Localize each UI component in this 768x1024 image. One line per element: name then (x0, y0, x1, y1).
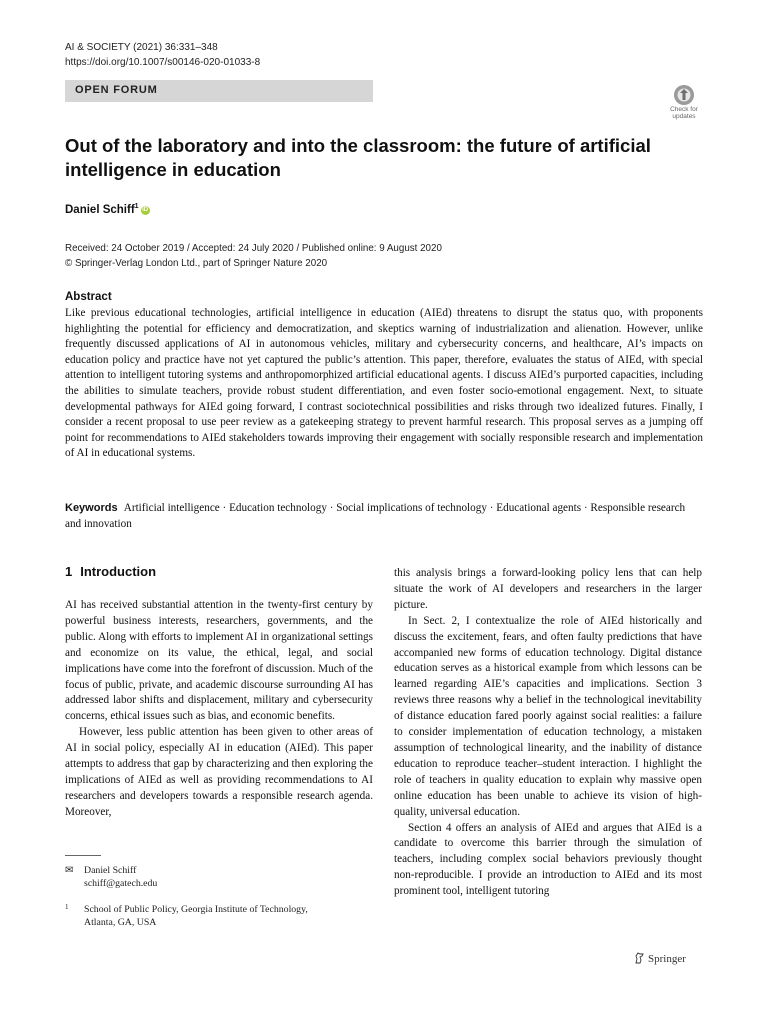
paragraph: AI has received substantial attention in the twenty-first century by powerful business interests, researchers, governments, and the public. Along with efforts to implement AI in organizational settings and economize on its value, the ethical, legal, and social implications have come into the forefront of discussion. Much of the focus of public, private, and academic discourse surrounding AI has addressed labor shifts and displacement, military and cybersecurity concerns, ethical issues such as bias, and economic benefits. (65, 599, 373, 723)
check-for-updates-icon (673, 84, 695, 106)
journal-citation: AI & SOCIETY (2021) 36:331–348 (65, 42, 218, 53)
envelope-icon: ✉ (65, 865, 74, 876)
left-column (65, 598, 373, 821)
paragraph: However, less public attention has been given to other areas of AI in social policy, especially AI in education (AIEd). This paper attempts to address that gap by characterizing and then exploring the implications of AIEd as well as providing recommendations to AI researchers and developers towards a responsible research agenda. Moreover, (65, 726, 373, 818)
publication-dates (65, 241, 442, 271)
doi-link[interactable]: https://doi.org/10.1007/s00146-020-01033-8 (65, 57, 261, 68)
section-label: OPEN FORUM (75, 84, 158, 96)
paragraph: In Sect. 2, I contextualize the role of AIEd historically and discuss the excitement, fears, and often faulty predictions that have accompanied new forms of education technology. Digital distance education serves as a historical example from which lessons can be learned regarding AIE’s capacities and implications. Section 3 reviews three reasons why a belief in the technological inevitability of distance education fared poorly against social realities: a failure to consider implementation of education technology, a mistaken assumption of technological linearity, and the inability of distance education to reproduce teacher–student interaction. I highlight the role of teachers in quality education to explain why massive open online education has been unable to achieve its vision of high-quality, universal education. (394, 614, 702, 818)
footnote-divider (65, 855, 101, 856)
author-name[interactable]: Daniel Schiff (65, 203, 135, 216)
affiliation-number: 1 (65, 903, 69, 911)
correspondence-name: Daniel Schiff (84, 865, 137, 876)
section-title: Introduction (80, 564, 157, 579)
section-number: 1 (65, 564, 73, 579)
affiliation-marker: 1 (134, 203, 139, 210)
paragraph: this analysis brings a forward-looking policy lens that can help situate the work of AI developers and researchers in the larger picture. (394, 567, 702, 611)
correspondence-email[interactable]: schiff@gatech.edu (84, 878, 158, 889)
affiliation-line: School of Public Policy, Georgia Institute of Technology, (84, 904, 308, 915)
publisher-name: Springer (648, 953, 686, 965)
section-heading (65, 564, 156, 579)
abstract-body: Like previous educational technologies, artificial intelligence in education (AIEd) threatens to disrupt the status quo, with proponents highlighting the potential for efficiency and democratization, and skeptics warning of industrialization and alienation. However, unlike frequently discussed applications of AI in autonomous vehicles, military and cybersecurity concerns, and healthcare, AI’s impacts on education policy and practice have not yet captured the public’s attention. This paper, therefore, evaluates the status of AIEd, with special attention to intelligent tutoring systems and anthropomorphized artificial educational agents. I discuss AIEd’s purported capacities, including the abilities to simulate teachers, provide robust student differentiation, and even foster socio-emotional engagement. Next, to situate developmental pathways for AIEd going forward, I contrast sociotechnical possibilities and risks through two idealized futures. Finally, I consider a recent proposal to use peer review as a gatekeeping strategy to prevent harmful research. This proposal serves as a jumping off point for recommendations to AIEd stakeholders towards improving their engagement with socially responsible research and implementation of AI in educational systems. (65, 307, 703, 460)
keywords-label: Keywords (65, 502, 118, 514)
abstract-heading: Abstract (65, 291, 112, 303)
right-column (394, 566, 702, 900)
keywords-list: Artificial intelligence · Education technology · Social implications of technology · Educational agents · Responsible research and innovation (65, 502, 686, 530)
journal-meta (65, 40, 260, 70)
section-bar (65, 80, 373, 102)
publisher-logo (634, 952, 686, 965)
paragraph: Section 4 offers an analysis of AIEd and argues that AIEd is a candidate to overcome this barrier through the simulation of teachers, including complex social behaviors previously thought non-reproducible. I provide an introduction to AIEd and its most prominent tool, intelligent tutoring (394, 821, 702, 898)
keywords (65, 500, 703, 532)
check-for-updates-line2: updates (672, 113, 696, 120)
author-line (65, 203, 150, 216)
check-for-updates-badge[interactable] (665, 84, 703, 124)
check-for-updates-line1: Check for (670, 106, 698, 113)
springer-horse-icon (634, 952, 645, 964)
paper-title: Out of the laboratory and into the classroom: the future of artificial intelligence in education (65, 135, 651, 180)
orcid-icon[interactable]: iD (142, 206, 149, 213)
date-history: Received: 24 October 2019 / Accepted: 24 July 2020 / Published online: 9 August 2020 (65, 243, 442, 254)
affiliation-line: Atlanta, GA, USA (84, 917, 157, 928)
copyright-line: © Springer-Verlag London Ltd., part of Springer Nature 2020 (65, 258, 328, 269)
